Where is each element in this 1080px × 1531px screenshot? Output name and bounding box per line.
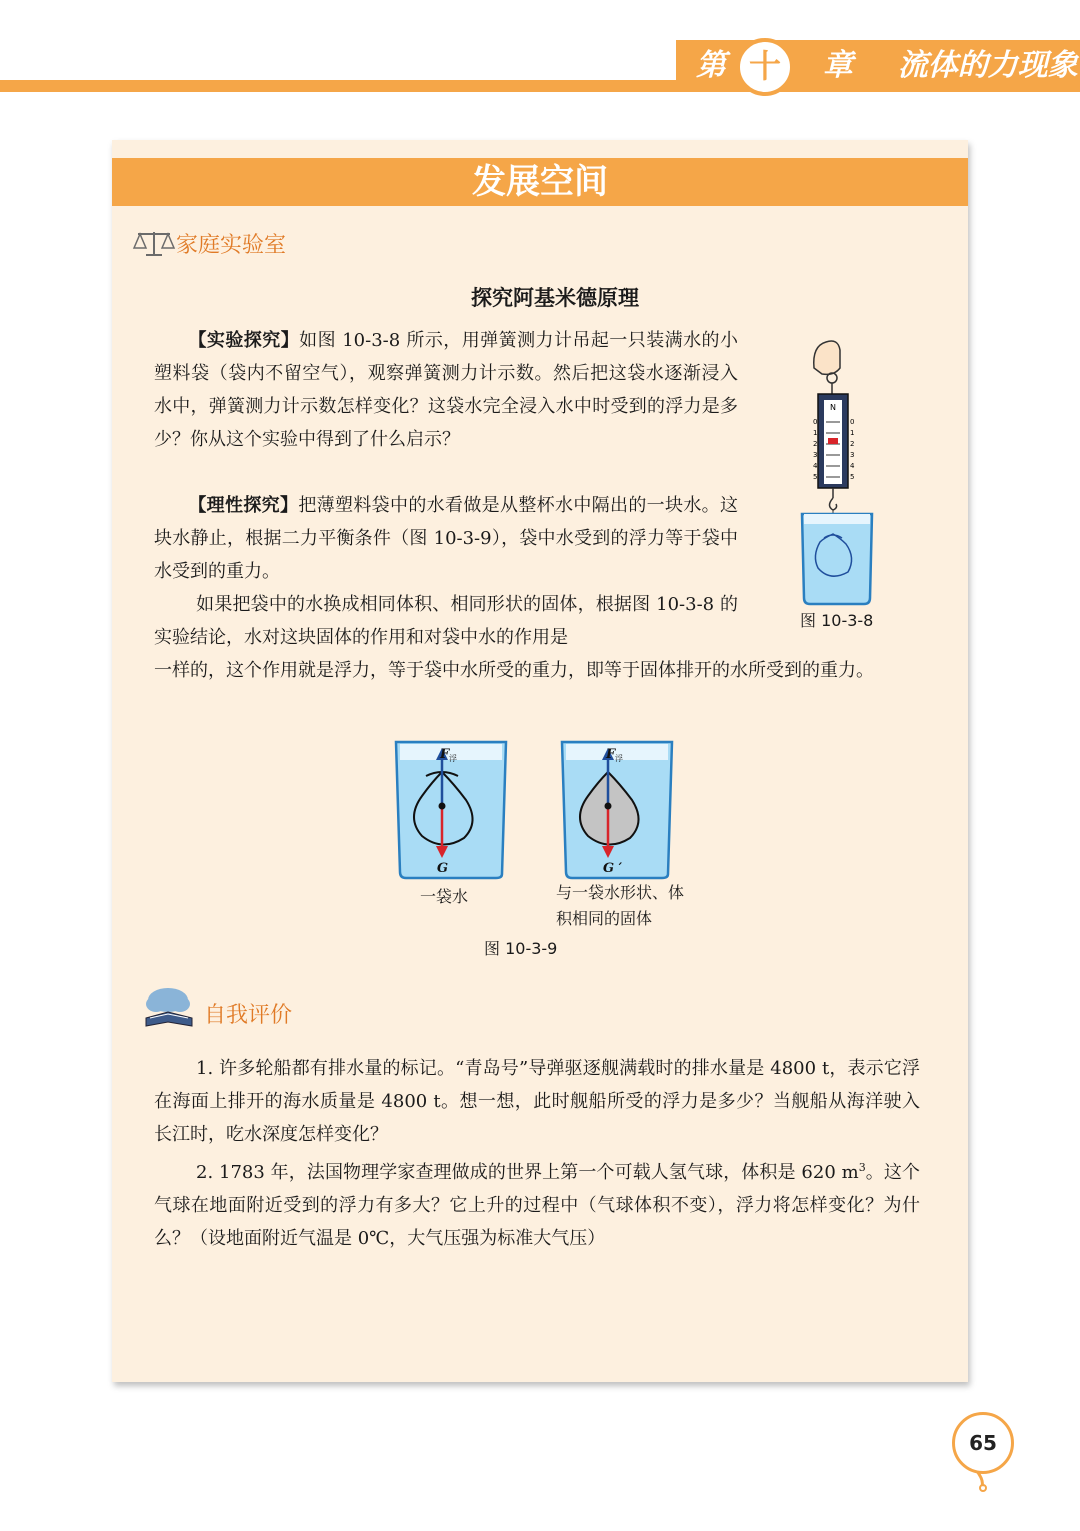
svg-text:4: 4	[813, 462, 818, 470]
balance-scale-icon	[132, 228, 176, 258]
page-number: 65	[969, 1431, 997, 1455]
svg-text:0: 0	[813, 418, 818, 426]
reasoning-text: 把薄塑料袋中的水看做是从整杯水中隔出的一块水。这块水静止，根据二力平衡条件（图 10-3-9），袋中水受到的浮力等于袋中水受到的重力。	[154, 495, 739, 582]
chapter-prefix: 第	[696, 48, 726, 83]
question-2: 2. 1783 年，法国物理学家查理做成的世界上第一个可载人氢气球，体积是 620 $m^3$。这个气球在地面附近受到的浮力有多大？它上升的过程中（气球体积不变），浮力将怎样变化？为什么？（设地面附近气温是 0℃，大气压强为标准大气压）	[154, 1161, 920, 1249]
article-title: 探究阿基米德原理	[471, 286, 639, 310]
reasoning-label: 【理性探究】	[188, 495, 299, 516]
book-cloud-icon	[142, 984, 196, 1032]
experiment-text: 如图 10-3-8 所示，用弹簧测力计吊起一只装满水的小塑料袋（袋内不留空气），观察弹簧测力计示数。然后把这袋水逐渐浸入水中，弹簧测力计示数怎样变化？这袋水完全浸入水中时受到的浮力是多少？你从这个实验中得到了什么启示？	[154, 330, 739, 450]
beaker-2-caption-line2: 积相同的固体	[556, 909, 653, 928]
paragraph-conclusion-b: 一样的，这个作用就是浮力，等于袋中水所受的重力，即等于固体排开的水所受到的重力。	[154, 660, 874, 681]
svg-text:G ′: G ′	[603, 861, 623, 876]
svg-text:F: F	[606, 747, 616, 762]
svg-text:F: F	[440, 747, 450, 762]
svg-text:2: 2	[813, 440, 818, 448]
figure-10-3-9-caption: 图 10-3-9	[484, 939, 558, 958]
svg-text:4: 4	[850, 462, 855, 470]
svg-text:浮: 浮	[615, 754, 623, 763]
paragraph-experiment	[154, 324, 738, 456]
home-lab-heading: 家庭实验室	[176, 233, 287, 258]
svg-text:1: 1	[850, 429, 855, 437]
hand-icon	[814, 341, 840, 374]
svg-text:0: 0	[850, 418, 855, 426]
svg-text:3: 3	[813, 451, 818, 459]
beaker-water-bag-figure	[392, 738, 510, 880]
beaker-1-caption: 一袋水	[420, 887, 469, 906]
experiment-label: 【实验探究】	[188, 330, 300, 351]
svg-text:3: 3	[850, 451, 855, 459]
paragraph-conclusion-a: 如果把袋中的水换成相同体积、相同形状的固体，根据图 10-3-8 的实验结论，水对这块固体的作用和对袋中水的作用是	[154, 594, 738, 648]
svg-text:浮: 浮	[449, 754, 457, 763]
spring-scale-figure	[794, 338, 886, 610]
svg-text:N: N	[830, 403, 836, 412]
beaker-solid-figure	[558, 738, 676, 880]
svg-text:5: 5	[813, 473, 818, 481]
paragraph-reasoning	[154, 489, 738, 588]
chapter-number: 十	[748, 47, 781, 85]
beaker-2-caption-line1: 与一袋水形状、体	[556, 883, 685, 902]
section-title: 发展空间	[472, 162, 608, 202]
chapter-suffix: 章	[822, 48, 853, 83]
figure-10-3-8-caption: 图 10-3-8	[800, 611, 874, 630]
svg-text:1: 1	[813, 429, 818, 437]
svg-text:G: G	[437, 861, 449, 876]
svg-text:5: 5	[850, 473, 855, 481]
question-1: 1. 许多轮船都有排水量的标记。“青岛号”导弹驱逐舰满载时的排水量是 4800 t，表示它浮在海面上排开的海水质量是 4800 t。想一想，此时舰船所受的浮力是多少？当舰船从海洋驶入长江时，吃水深度怎样变化？	[154, 1058, 920, 1145]
svg-text:2: 2	[850, 440, 855, 448]
chapter-title: 流体的力现象	[897, 48, 1078, 83]
self-eval-heading: 自我评价	[204, 1003, 293, 1028]
